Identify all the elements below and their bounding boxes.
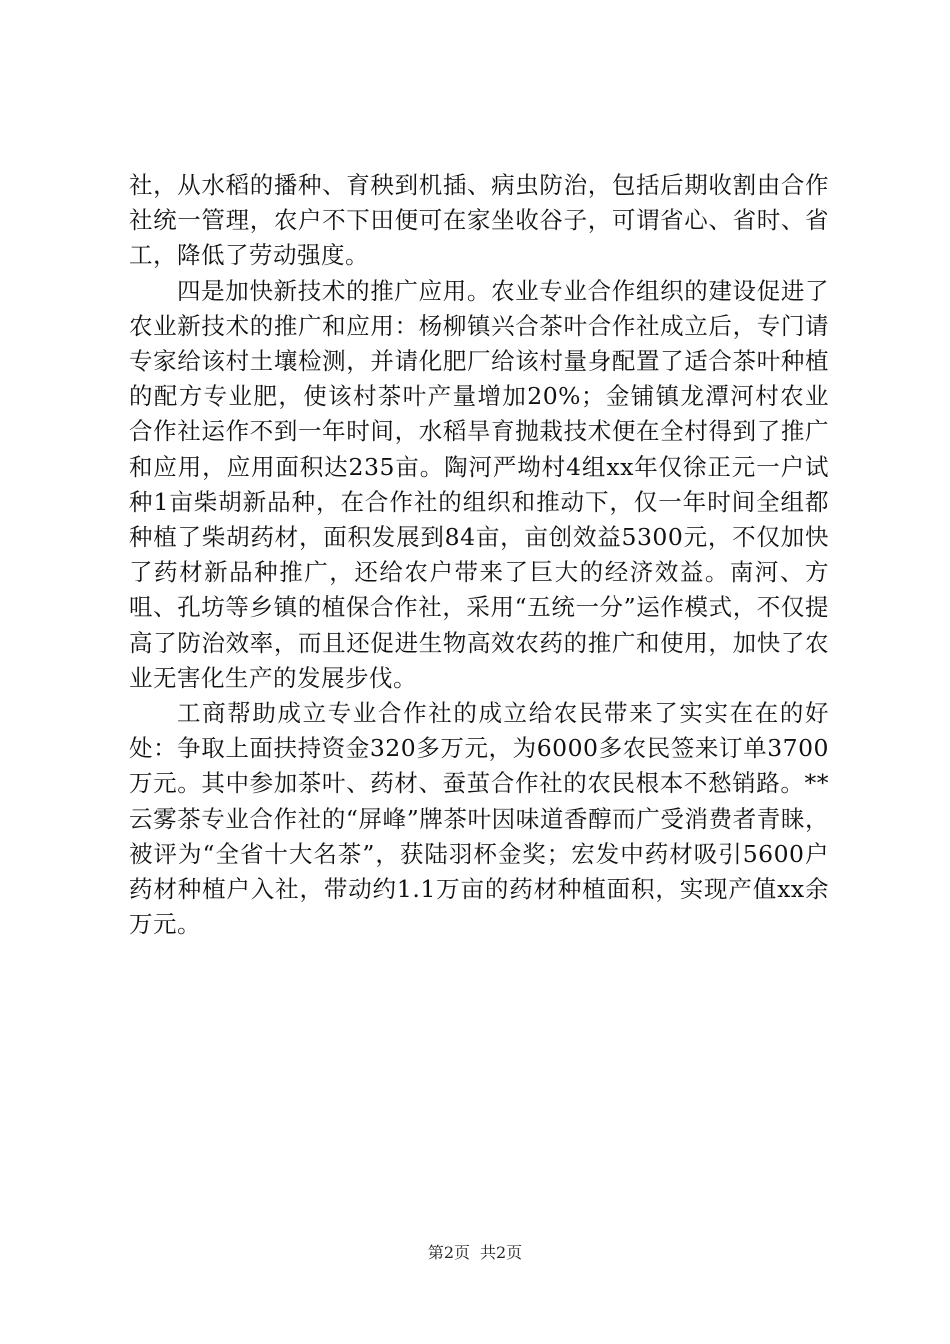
paragraph-new-technology: 四是加快新技术的推广应用。农业专业合作组织的建设促进了农业新技术的推广和应用：杨柳镇兴合茶叶合作社成立后，专门请专家给该村土壤检测，并请化肥厂给该村量身配置了适合茶叶种植的配方专业肥，使该村茶叶产量增加20%；金铺镇龙潭河村农业合作社运作不到一年时间，水稻旱育抛栽技术便在全村得到了推广和应用，应用面积达235亩。陶河严坳村4组xx年仅徐正元一户试种1亩柴胡新品种，在合作社的组织和推动下，仅一年时间全组都种植了柴胡药材，面积发展到84亩，亩创效益5300元，不仅加快了药材新品种推广，还给农户带来了巨大的经济效益。南河、方咀、孔坊等乡镇的植保合作社，采用“五统一分”运作模式，不仅提高了防治效率，而且还促进生物高效农药的推广和使用，加快了农业无害化生产的发展步伐。 [129,276,829,692]
page-number-total: 共2页 [480,1243,523,1262]
page-footer [0,1243,950,1263]
document-body [129,168,829,942]
page-number-current: 第2页 [427,1243,470,1262]
paragraph-cooperative-benefits: 工商帮助成立专业合作社的成立给农民带来了实实在在的好处：争取上面扶持资金320多万元，为6000多农民签来订单3700万元。其中参加茶叶、药材、蚕茧合作社的农民根本不愁销路。**云雾茶专业合作社的“屏峰”牌茶叶因味道香醇而广受消费者青睐，被评为“全省十大名茶”，获陆羽杯金奖；宏发中药材吸引5600户药材种植户入社，带动约1.1万亩的药材种植面积，实现产值xx余万元。 [129,699,829,939]
paragraph-continuation: 社，从水稻的播种、育秧到机插、病虫防治，包括后期收割由合作社统一管理，农户不下田便可在家坐收谷子，可谓省心、省时、省工，降低了劳动强度。 [129,171,829,270]
